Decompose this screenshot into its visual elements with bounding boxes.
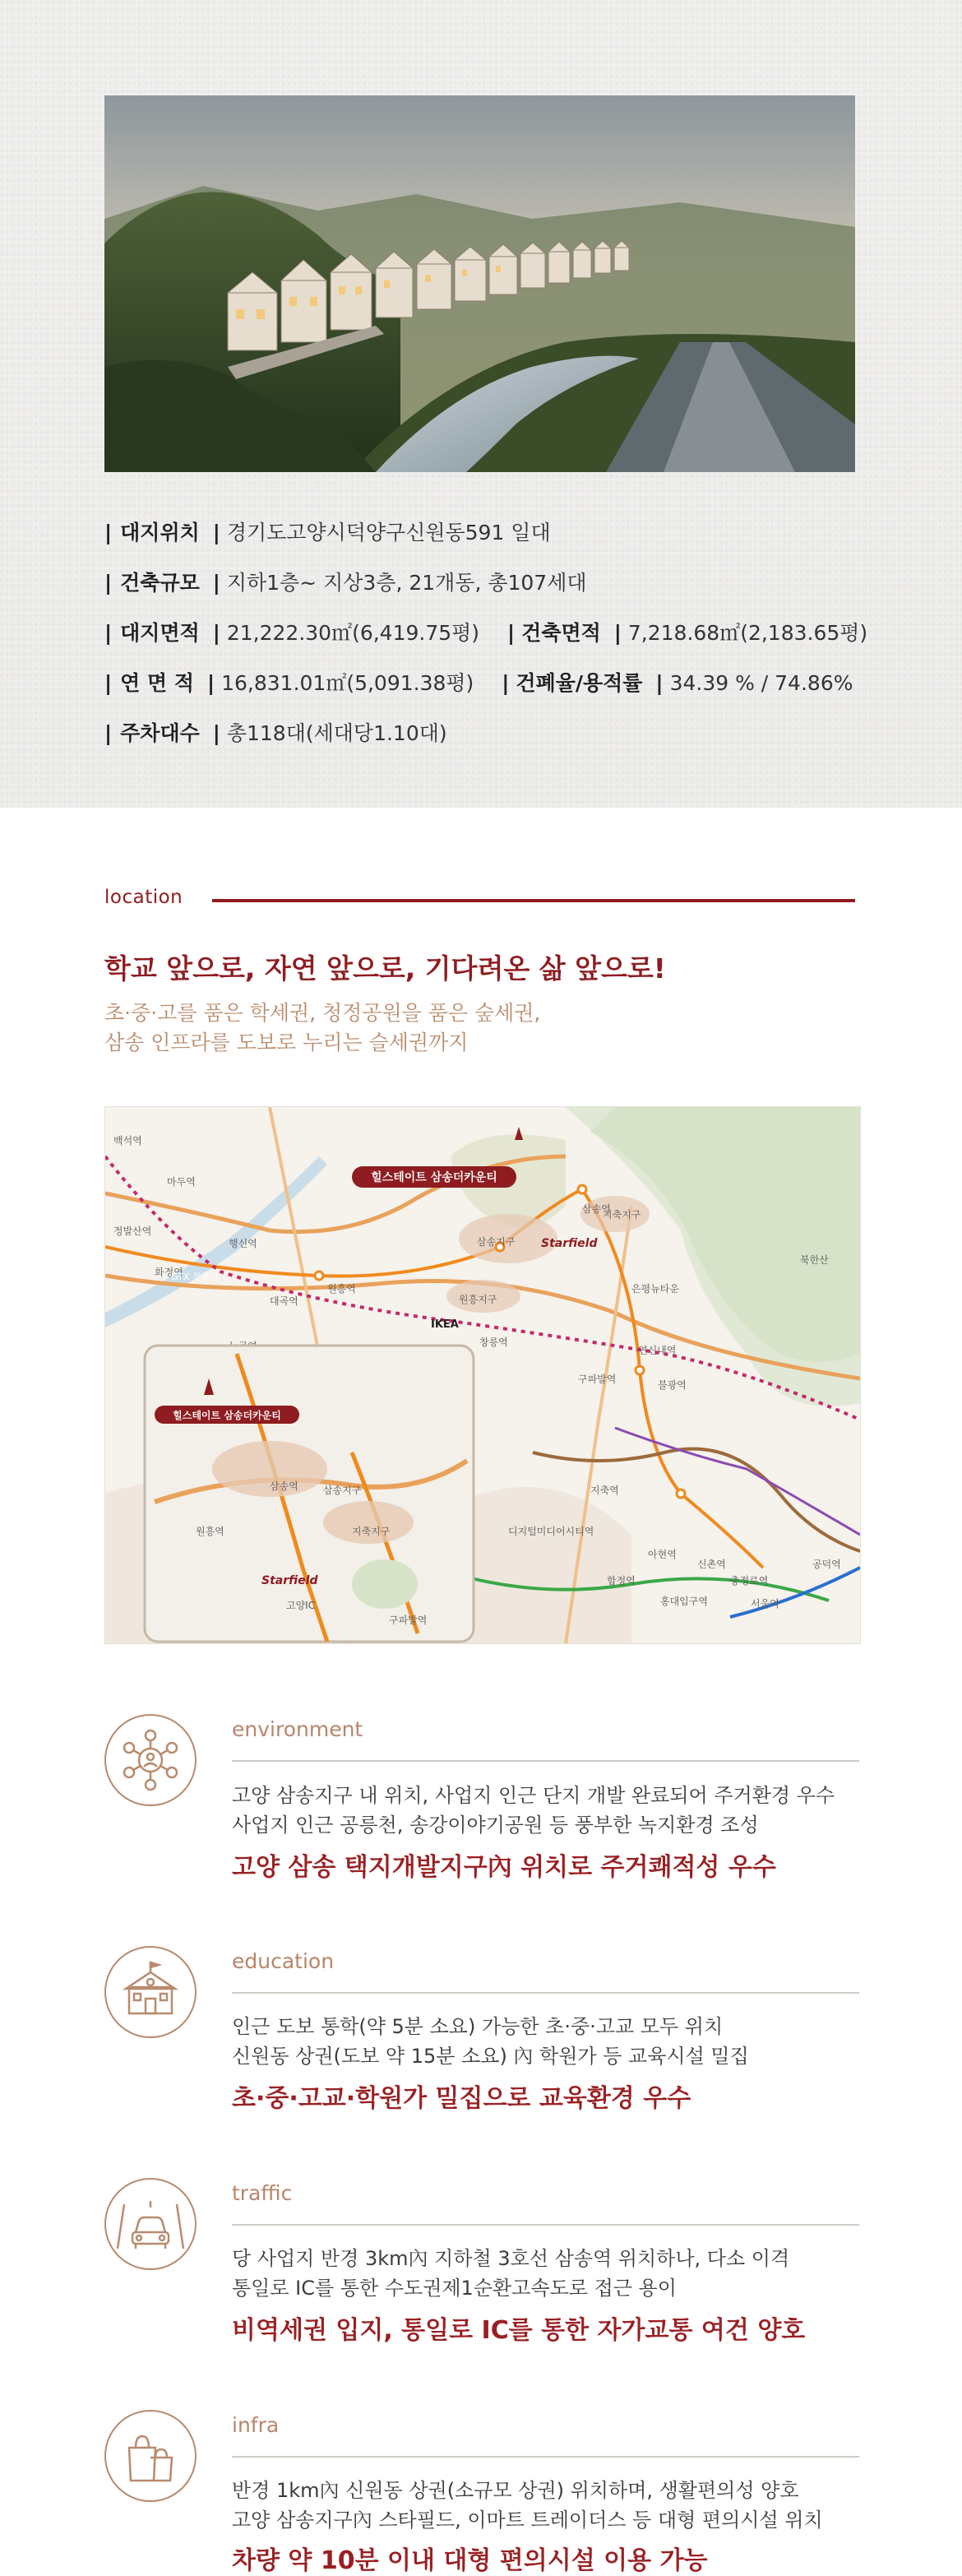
map-label-wonheung-station: 원흥역 xyxy=(327,1283,356,1295)
map-label-sinchon: 신촌역 xyxy=(697,1559,726,1570)
location-subtitle-2: 삼송 인프라를 도보로 누리는 슬세권까지 xyxy=(104,1031,469,1054)
map-label-starfield: Starfield xyxy=(541,1237,598,1250)
map-label-baekseok: 백석역 xyxy=(113,1135,142,1147)
inset-label-gupabal: 구파발역 xyxy=(389,1615,428,1626)
map-label-wonheung: 원흥지구 xyxy=(459,1294,497,1305)
map-label-jichuk-station: 지축역 xyxy=(590,1485,619,1496)
map-label-bulgwang: 불광역 xyxy=(658,1379,687,1391)
map-label-chungjeongno: 충정로역 xyxy=(730,1575,769,1587)
feature-infra-line-1: 반경 1km內 신원동 상권(소규모 상권) 위치하며, 생활편의성 양호 xyxy=(232,2479,799,2502)
feature-traffic-line-2: 통일로 IC를 통한 수도권제1순환고속도로 접근 용이 xyxy=(232,2277,677,2300)
map-label-haengsin: 행신역 xyxy=(229,1238,257,1249)
map-label-samsong-station: 삼송역 xyxy=(582,1203,611,1215)
map-label-gongdeok: 공덕역 xyxy=(812,1559,841,1570)
map-label-samsong: 삼송지구 xyxy=(477,1236,516,1248)
feature-traffic-line-1: 당 사업지 반경 3km內 지하철 3호선 삼송역 위치하나, 다소 이격 xyxy=(232,2247,790,2270)
shopping-bag-icon xyxy=(106,2412,195,2500)
spec-label-2: 건폐율/용적률 xyxy=(516,671,643,695)
location-divider xyxy=(212,899,855,902)
spec-value-2: 7,218.68㎡(2,183.65평) xyxy=(627,621,868,645)
education-icon xyxy=(104,1946,197,2038)
map-illustration xyxy=(105,1107,860,1643)
feature-infra-highlight: 차량 약 10분 이내 대형 편의시설 이용 가능 xyxy=(232,2546,708,2575)
spec-row-building-scale: | 건축규모 | 지하1층~ 지상3층, 21개동, 총107세대 xyxy=(104,571,587,595)
environment-icon xyxy=(104,1714,197,1806)
feature-title-environment: environment xyxy=(232,1717,363,1741)
feature-title-infra: infra xyxy=(232,2413,280,2437)
inset-label-jichuk: 지축지구 xyxy=(352,1526,391,1537)
map-label-gtx: GTX 창릉역 xyxy=(171,1272,219,1282)
spec-row-parking: | 주차대수 | 총118대(세대당1.10대) xyxy=(104,721,447,745)
map-label-changneung: 창릉역 xyxy=(479,1337,508,1348)
map-label-seoul: 서울역 xyxy=(751,1598,779,1610)
map-label-jeongbalsan: 정발산역 xyxy=(113,1225,152,1237)
infra-icon xyxy=(104,2410,197,2502)
inset-label-starfield: Starfield xyxy=(261,1574,318,1587)
inset-site-label: 힐스테이트 삼송더카운티 xyxy=(173,1410,281,1421)
feature-environment-highlight: 고양 삼송 택지개발지구內 위치로 주거쾌적성 우수 xyxy=(232,1853,776,1882)
map-label-hapjeong: 합정역 xyxy=(607,1575,636,1587)
location-subtitle-1: 초·중·고를 품은 학세권, 청정공원을 품은 숲세권, xyxy=(104,1001,541,1025)
spec-label-2: 건축면적 xyxy=(521,621,601,645)
map-label-ikea: IKEA xyxy=(431,1318,459,1331)
map-label-daegok: 대곡역 xyxy=(270,1295,298,1307)
spec-row-site-location: | 대지위치 | 경기도고양시덕양구신원동591 일대 xyxy=(104,521,551,544)
map-label-gupabal: 구파발역 xyxy=(578,1374,617,1385)
inset-label-goyang-ic: 고양IC xyxy=(286,1600,316,1611)
feature-divider xyxy=(232,2456,859,2458)
spec-value: 총118대(세대당1.10대) xyxy=(226,721,447,745)
feature-environment-line-2: 사업지 인근 공릉천, 송강이야기공원 등 풍부한 녹지환경 조성 xyxy=(232,1814,759,1837)
spec-label: 주차대수 xyxy=(120,721,200,745)
map-label-jichuk: 지축지구 xyxy=(603,1209,641,1221)
inset-label-samsong-station: 삼송역 xyxy=(270,1480,298,1492)
school-icon xyxy=(106,1948,195,2036)
inset-map xyxy=(145,1346,474,1642)
spec-label: 건축규모 xyxy=(120,571,200,595)
feature-divider xyxy=(232,2224,859,2226)
feature-education-line-2: 신원동 상권(도보 약 15분 소요) 內 학원가 등 교육시설 밀집 xyxy=(232,2045,749,2068)
map-label-eunpyeong: 은평뉴타운 xyxy=(631,1283,679,1295)
inset-label-wonheung: 원흥역 xyxy=(196,1526,224,1537)
feature-traffic-highlight: 비역세권 입지, 통일로 IC를 통한 자가교통 여건 양호 xyxy=(232,2316,806,2345)
spec-value: 16,831.01㎡(5,091.38평) xyxy=(221,671,474,695)
location-headline: 학교 앞으로, 자연 앞으로, 기다려온 삶 앞으로! xyxy=(104,952,666,985)
complex-rendering-image xyxy=(104,95,855,472)
spec-row-floor-area: | 연 면 적 | 16,831.01㎡(5,091.38평) | 건폐율/용적률 | 34.39 % / 74.86% xyxy=(104,671,853,695)
spec-label: 연 면 적 xyxy=(120,671,194,695)
location-section-label: location xyxy=(104,887,183,908)
map-label-yeonsinnae: 연신내역 xyxy=(638,1345,677,1356)
overview-section xyxy=(0,0,962,808)
feature-divider xyxy=(232,1760,859,1762)
map-label-bukhansan: 북한산 xyxy=(800,1254,829,1266)
feature-title-traffic: traffic xyxy=(232,2181,293,2205)
spec-value: 지하1층~ 지상3층, 21개동, 총107세대 xyxy=(226,571,587,595)
feature-environment-line-1: 고양 삼송지구 내 위치, 사업지 인근 단지 개발 완료되어 주거환경 우수 xyxy=(232,1784,835,1807)
map-label-hwajeong: 화정역 xyxy=(155,1267,183,1278)
map-label-madu: 마두역 xyxy=(167,1176,196,1188)
spec-value-2: 34.39 % / 74.86% xyxy=(669,671,853,695)
car-icon xyxy=(106,2180,195,2268)
map-site-label: 힐스테이트 삼송더카운티 xyxy=(371,1171,497,1184)
feature-infra-line-2: 고양 삼송지구內 스타필드, 이마트 트레이더스 등 대형 편의시설 위치 xyxy=(232,2509,823,2532)
spec-row-site-area: | 대지면적 | 21,222.30㎡(6,419.75평) | 건축면적 | 7,218.68㎡(2,183.65평) xyxy=(104,621,868,645)
rendering-illustration xyxy=(104,95,855,472)
spec-label: 대지면적 xyxy=(120,621,200,645)
location-map xyxy=(104,1106,861,1644)
spec-label: 대지위치 xyxy=(120,521,200,544)
traffic-icon xyxy=(104,2178,197,2270)
feature-divider xyxy=(232,1992,859,1994)
feature-title-education: education xyxy=(232,1949,335,1973)
map-label-hongdae: 홍대입구역 xyxy=(660,1596,708,1607)
map-label-digital-media-city: 디지털미디어시티역 xyxy=(508,1526,594,1537)
feature-education-line-1: 인근 도보 통학(약 5분 소요) 가능한 초·중·고교 모두 위치 xyxy=(232,2015,724,2038)
inset-label-samsong: 삼송지구 xyxy=(323,1485,362,1496)
map-label-ahyeon: 아현역 xyxy=(648,1549,677,1560)
spec-value: 21,222.30㎡(6,419.75평) xyxy=(226,621,480,645)
feature-education-highlight: 초·중·고교·학원가 밀집으로 교육환경 우수 xyxy=(232,2084,691,2113)
network-icon xyxy=(106,1716,195,1805)
spec-value: 경기도고양시덕양구신원동591 일대 xyxy=(226,521,551,544)
